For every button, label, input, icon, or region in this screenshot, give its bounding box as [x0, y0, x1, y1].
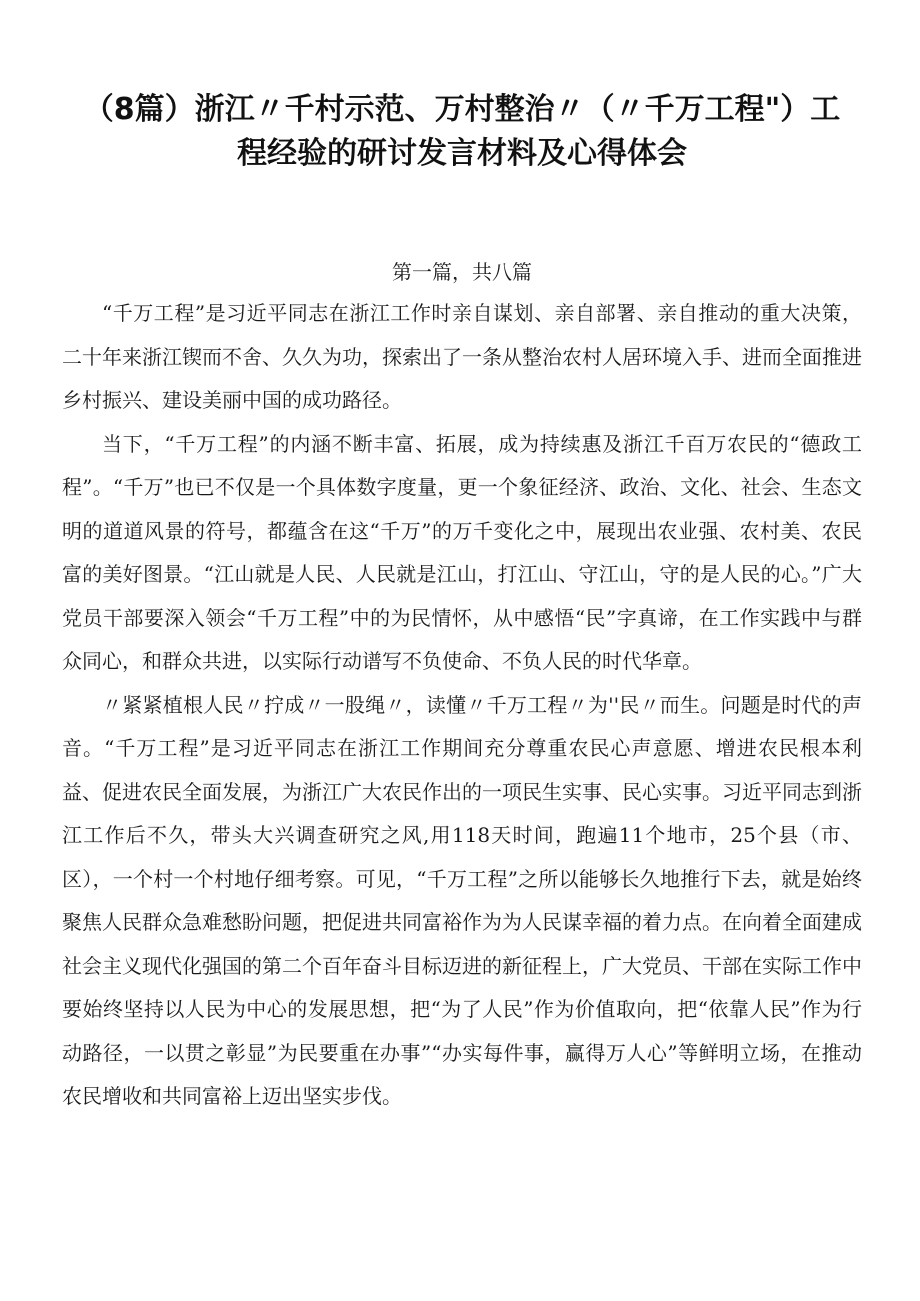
section-heading: 第一篇，共八篇: [392, 260, 532, 284]
body-paragraph-1: “千万工程”是习近平同志在浙江工作时亲自谋划、亲自部署、亲自推动的重大决策，二十年来浙江锲而不舍、久久为功，探索出了一条从整治农村人居环境入手、进而全面推进乡村振兴、建设美丽中国的成功路径。: [62, 301, 862, 412]
body-paragraph-3: 〃紧紧植根人民〃拧成〃一股绳〃，读懂〃千万工程〃为''民〃而生。问题是时代的声音。“千万工程”是习近平同志在浙江工作期间充分尊重农民心声意愿、增进农民根本利益、促进农民全面发展，为浙江广大农民作出的一项民生实事、民心实事。习近平同志到浙江工作后不久，带头大兴调查研究之风,用118天时间，跑遍11个地市，25个县（市、区），一个村一个村地仔细考察。可见，“千万工程”之所以能够长久地推行下去，就是始终聚焦人民群众急难愁盼问题，把促进共同富裕作为为人民谋幸福的着力点。在向着全面建成社会主义现代化强国的第二个百年奋斗目标迈进的新征程上，广大党员、干部在实际工作中要始终坚持以人民为中心的发展思想，把“为了人民”作为价值取向，把“依靠人民”作为行动路径，一以贯之彰显”为民要重在办事”“办实每件事，赢得万人心”等鲜明立场，在推动农民增收和共同富裕上迈出坚实步伐。: [62, 692, 862, 1108]
document-title: （8篇）浙江〃千村示范、万村整治〃（〃千万工程"）工程经验的研讨发言材料及心得体会: [83, 92, 841, 171]
body-paragraph-2: 当下，“千万工程”的内涵不断丰富、拓展，成为持续惠及浙江千百万农民的“德政工程”。“千万”也已不仅是一个具体数字度量，更一个象征经济、政治、文化、社会、生态文明的道道风景的符号，都蕴含在这“千万”的万千变化之中，展现出农业强、农村美、农民富的美好图景。“江山就是人民、人民就是江山，打江山、守江山，守的是人民的心。”广大党员干部要深入领会“千万工程”中的为民情怀，从中感悟“民”字真谛，在工作实践中与群众同心，和群众共进，以实际行动谱写不负使命、不负人民的时代华章。: [62, 431, 862, 673]
